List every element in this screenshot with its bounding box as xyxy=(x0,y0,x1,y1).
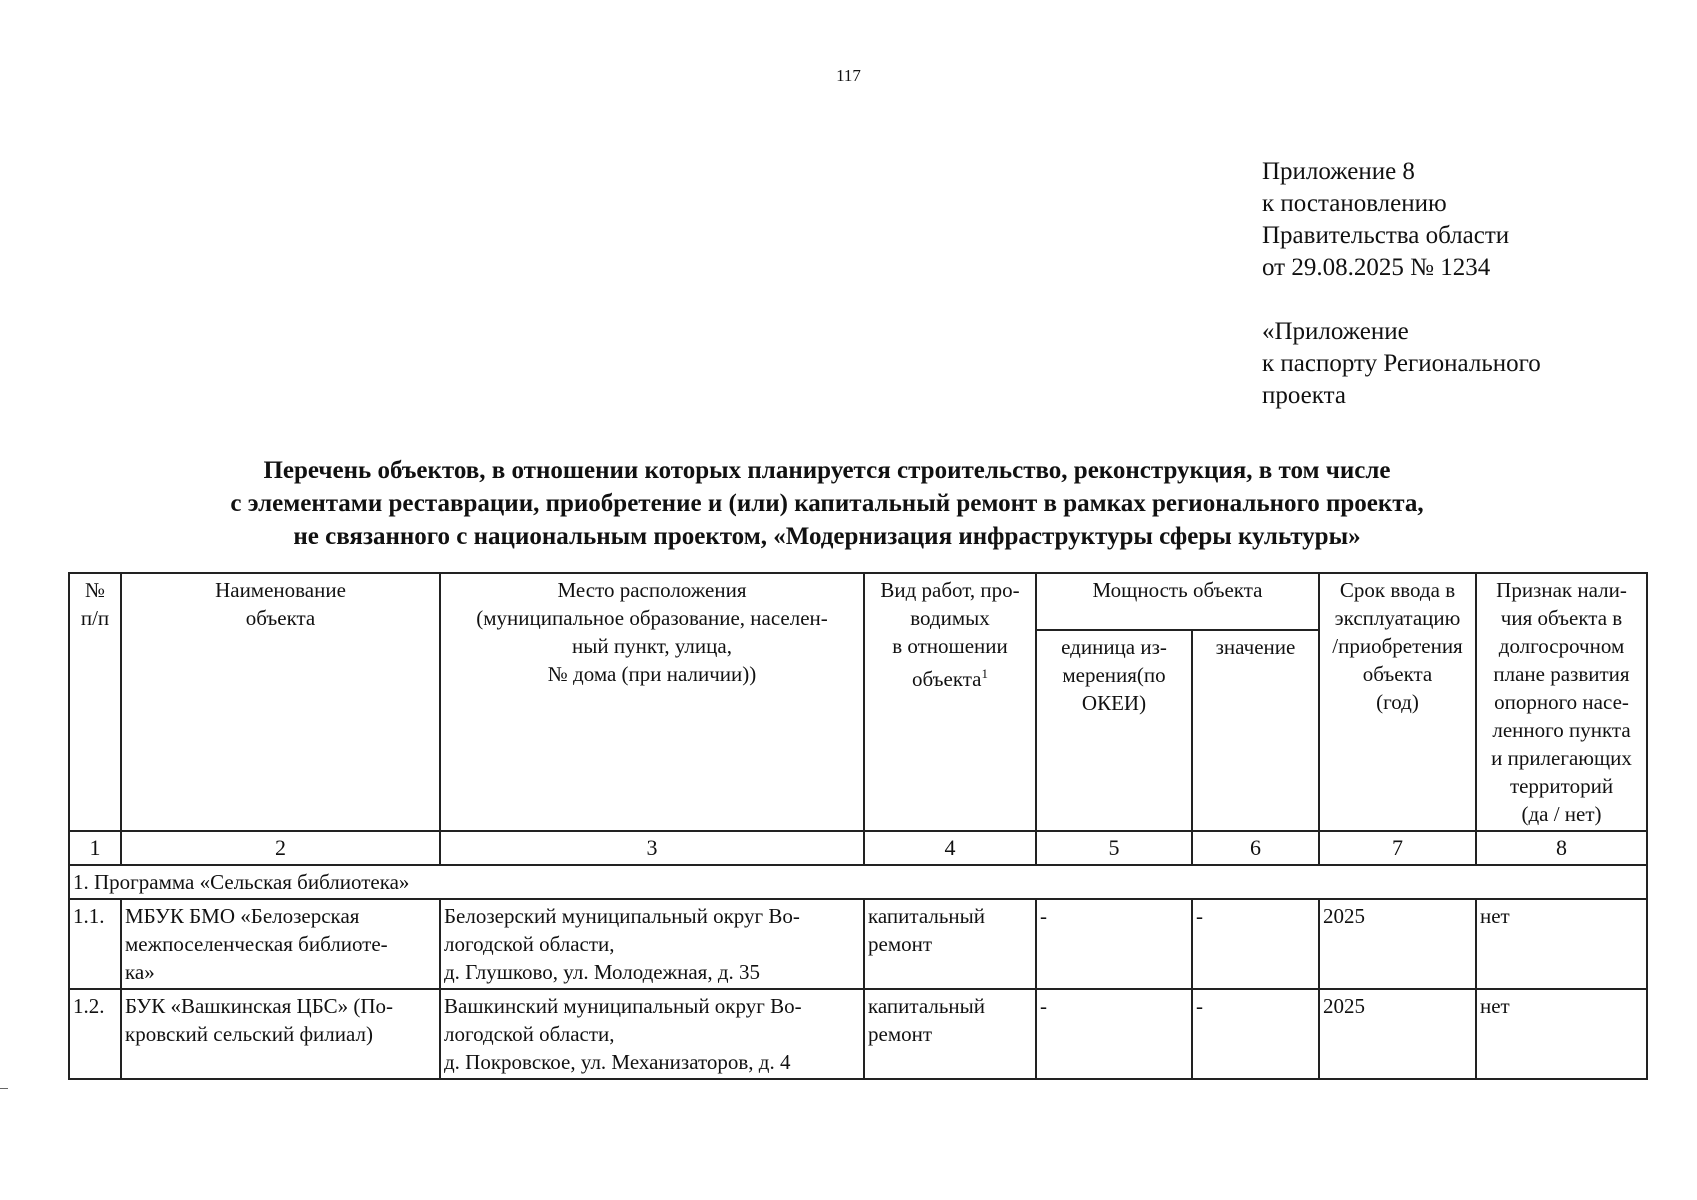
header-sign: Признак нали- чия объекта в долгосрочном плане развития опорного насе- ленного пункта и прилегающих территорий (да / нет) xyxy=(1476,573,1647,831)
unit-value: - xyxy=(1036,899,1192,989)
capacity-value: - xyxy=(1192,989,1319,1079)
column-number: 7 xyxy=(1319,831,1476,865)
year-value: 2025 xyxy=(1319,899,1476,989)
header-work-type: Вид работ, про- водимых в отношении объекта$^1$ xyxy=(864,573,1036,831)
title-line: с элементами реставрации, приобретение и (или) капитальный ремонт в рамках регионального проекта, xyxy=(230,490,1424,517)
objects-table xyxy=(68,572,1648,1080)
header-term: Срок ввода в эксплуатацию /приобретения объекта (год) xyxy=(1319,573,1476,831)
header-name: Наименование объекта xyxy=(121,573,440,831)
appendix-block xyxy=(1262,156,1541,412)
header-value: значение xyxy=(1192,630,1319,831)
appendix-sub-line: к паспорту Регионального xyxy=(1262,350,1541,377)
scan-mark xyxy=(0,1088,8,1089)
work-type: капитальный ремонт xyxy=(864,989,1036,1079)
row-num: 1.2. xyxy=(69,989,121,1079)
column-number: 8 xyxy=(1476,831,1647,865)
column-numbers-row xyxy=(69,831,1647,865)
appendix-line: Правительства области xyxy=(1262,222,1510,249)
object-location: Белозерский муниципальный округ Во- логодской области, д. Глушково, ул. Молодежная, д. 35 xyxy=(440,899,864,989)
object-location: Вашкинский муниципальный округ Во- логодской области, д. Покровское, ул. Механизаторов, д. 4 xyxy=(440,989,864,1079)
column-number: 6 xyxy=(1192,831,1319,865)
column-number: 4 xyxy=(864,831,1036,865)
work-type: капитальный ремонт xyxy=(864,899,1036,989)
year-value: 2025 xyxy=(1319,989,1476,1079)
header-capacity: Мощность объекта xyxy=(1036,573,1319,630)
title-line: не связанного с национальным проектом, «Модернизация инфраструктуры сферы культуры» xyxy=(293,523,1361,550)
section-title: 1. Программа «Сельская библиотека» xyxy=(69,865,1647,899)
capacity-value: - xyxy=(1192,899,1319,989)
header-num: № п/п xyxy=(69,573,121,831)
header-location: Место расположения (муниципальное образование, населен- ный пункт, улица, № дома (при наличии)) xyxy=(440,573,864,831)
sign-value: нет xyxy=(1476,989,1647,1079)
section-row xyxy=(69,865,1647,899)
unit-value: - xyxy=(1036,989,1192,1079)
column-number: 3 xyxy=(440,831,864,865)
header-unit: единица из- мерения(по ОКЕИ) xyxy=(1036,630,1192,831)
column-number: 1 xyxy=(69,831,121,865)
row-num: 1.1. xyxy=(69,899,121,989)
appendix-line: от 29.08.2025 № 1234 xyxy=(1262,254,1491,281)
appendix-sub-line: «Приложение xyxy=(1262,318,1409,345)
sign-value: нет xyxy=(1476,899,1647,989)
appendix-line: к постановлению xyxy=(1262,190,1447,217)
page-number: 117 xyxy=(836,66,861,85)
table-row xyxy=(69,899,1647,989)
title-line: Перечень объектов, в отношении которых планируется строительство, реконструкция, в том числе xyxy=(263,457,1391,484)
column-number: 2 xyxy=(121,831,440,865)
appendix-line: Приложение 8 xyxy=(1262,158,1415,185)
appendix-sub-line: проекта xyxy=(1262,382,1346,409)
footnote-mark: 1 xyxy=(981,666,989,681)
table-row xyxy=(69,989,1647,1079)
object-name: БУК «Вашкинская ЦБС» (По- кровский сельский филиал) xyxy=(121,989,440,1079)
object-name: МБУК БМО «Белозерская межпоселенческая библиоте- ка» xyxy=(121,899,440,989)
column-number: 5 xyxy=(1036,831,1192,865)
document-title xyxy=(0,454,1654,553)
